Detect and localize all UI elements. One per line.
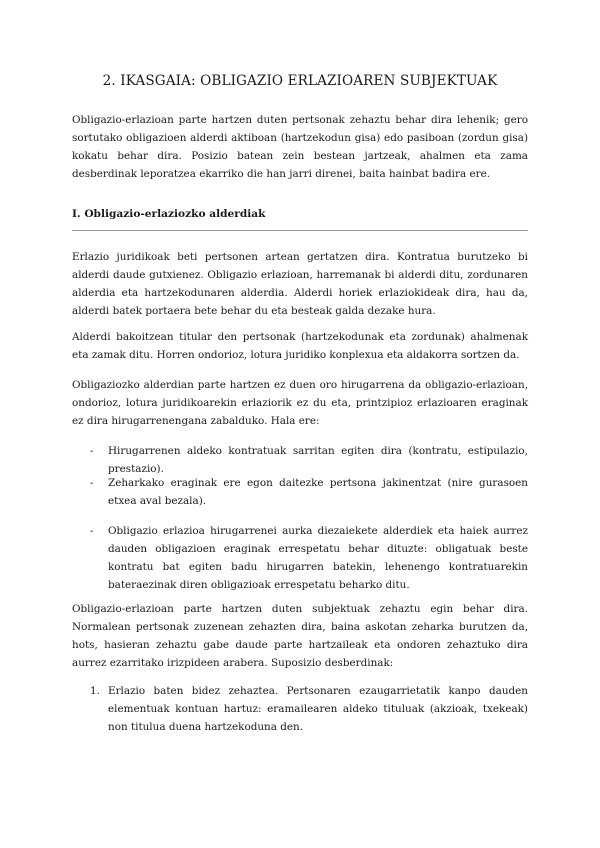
paragraph-subjects: Obligazio-erlazioan parte hartzen duten subjektuak zehaztu egin behar dira. Normalean pertsonak zuzenean zehazten dira, baina askotan zeharka burutzen da, hots, hasieran zehaztu gabe daude parte hartzaileak eta ondoren zehaztuko dira aurrez ezarritako irizpideen arabera. Suposizio desberdinak: [72, 603, 528, 669]
intro-paragraph: Obligazio-erlazioan parte hartzen duten pertsonak zehaztu behar dira lehenik; gero sortutako obligazioen alderdi aktiboan (hartzekodun gisa) edo pasiboan (zordun gisa) kokatu behar dira. Posizio batean zein bestean jartzeak, ahalmen eta zama desberdinak leporatzea ekarriko die han jarri direnei, baita hainbat badira ere. [72, 114, 528, 180]
numbered-list-item: Erlazio baten bidez zehaztea. Pertsonaren ezaugarrietatik kanpo dauden elementuak kontuan hartuz: eramailearen aldeko tituluak (akzioak, txekeak) non titulua duena hartzekoduna den. [108, 685, 528, 733]
paragraph-third-parties: Obligaziozko alderdian parte hartzen ez duen oro hirugarrena da obligazio-erlazioan, ondorioz, lotura juridikoarekin erlaziorik ez du eta, printzipioz erlazioaren eraginak ez dira hirugarrenengana zabalduko. Hala ere: [72, 379, 528, 427]
bullet-marker: - [90, 477, 94, 489]
bullet-marker: - [90, 445, 94, 457]
paragraph-parties: Erlazio juridikoak beti pertsonen artean gertatzen dira. Kontratua burutzeko bi alderdi daude gutxienez. Obligazio erlazioan, harremanak bi alderdi ditu, zordunaren alderdia eta hartzekodunaren alderdia. Alderdi horiek erlaziokideak dira, hau da, alderdi batek portaera bete behar du eta besteak galda dezake hura. [72, 251, 528, 317]
section-heading: I. Obligazio-erlaziozko alderdiak [72, 208, 266, 220]
page-title: 2. IKASGAIA: OBLIGAZIO ERLAZIOAREN SUBJEKTUAK [102, 73, 498, 89]
list-item: Hirugarrenen aldeko kontratuak sarritan egiten dira (kontratu, estipulazio, prestazio). [108, 445, 528, 475]
section-divider [72, 230, 528, 231]
numbered-item-number: 1. [90, 685, 100, 697]
list-item: Obligazio erlazioa hirugarrenei aurka diezaiekete alderdiek eta haiek aurrez dauden obligazioen eraginak errespetatu behar dituzte: obligatuak beste kontratu bat egiten badu hirugarren batekin, lehenengo kontratuarekin bateraezinak diren obligazioak errespetatu beharko ditu. [108, 525, 528, 591]
bullet-marker: - [90, 525, 94, 537]
list-item: Zeharkako eraginak ere egon daitezke pertsona jakinentzat (nire gurasoen etxea aval bezala). [108, 477, 528, 507]
paragraph-holders: Alderdi bakoitzean titular den pertsonak (hartzekodunak eta zordunak) ahalmenak eta zamak ditu. Horren ondorioz, lotura juridiko konplexua eta aldakorra sortzen da. [72, 331, 528, 361]
